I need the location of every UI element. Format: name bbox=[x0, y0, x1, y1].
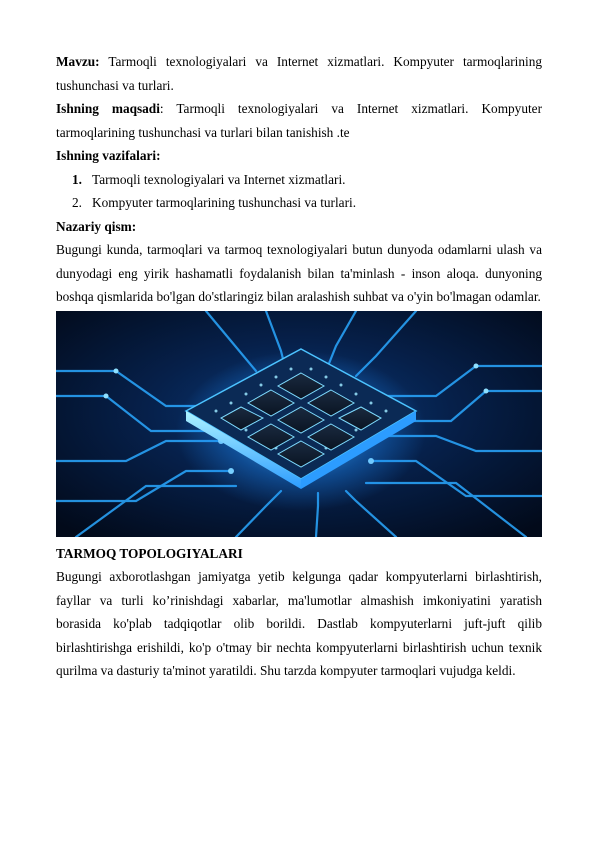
topic-label: Mavzu: bbox=[56, 54, 100, 69]
goal-text: : Tarmoqli texnologiyalari va Internet xizmatlari. Kompyuter tarmoqlarining tushunchasi va turlari bilan tanishish .te bbox=[56, 101, 543, 140]
list-number: 1. bbox=[72, 171, 82, 187]
topic-paragraph bbox=[56, 50, 542, 97]
theory-heading: Nazariy qism: bbox=[56, 218, 137, 234]
topology-paragraph: Bugungi axborotlashgan jamiyatga yetib kelgunga qadar kompyuterlarni birlashtirish, fayllar va turli ko’rinishdagi xabarlar, ma'lumotlar almashish imkoniyatini yaratish borasida ko'plab tadqiqotlar olib borildi. Dastlab kompyuterlarni juft-juft qilib birlashtirishga erishildi, ko'p o'tmay bir nechta kompyuterlarni birlashtirish uchun texnik qurilma va dasturiy ta'minot yaratildi. Shu tarzda kompyuter tarmoqlari vujudga keldi. bbox=[56, 569, 542, 678]
list-text: Tarmoqli texnologiyalari va Internet xizmatlari. bbox=[92, 171, 346, 187]
tasks-list bbox=[56, 168, 542, 215]
list-item bbox=[56, 191, 542, 215]
list-item bbox=[56, 168, 542, 192]
list-number: 2. bbox=[72, 195, 82, 210]
circuit-board-image bbox=[56, 311, 542, 537]
tasks-heading: Ishning vazifalari: bbox=[56, 148, 161, 163]
topology-heading: TARMOQ TOPOLOGIYALARI bbox=[56, 545, 243, 561]
document-page bbox=[56, 50, 542, 683]
goal-label: Ishning maqsadi bbox=[56, 101, 160, 116]
topic-text: Tarmoqli texnologiyalari va Internet xizmatlari. Kompyuter tarmoqlarining tushunchasi va turlari. bbox=[56, 54, 542, 93]
theory-paragraph: Bugungi kunda, tarmoqlari va tarmoq texnologiyalari butun dunyoda odamlarni ulash va dunyodagi eng yirik hashamatli foydalanish bilan ta'minlash - inson aloqa. dunyoning boshqa qismlarida bo'lgan do'stlaringiz bilan aralashish suhbat va o'yin bo'lmagan odamlar. bbox=[56, 242, 542, 304]
goal-paragraph bbox=[56, 97, 542, 144]
list-text: Kompyuter tarmoqlarining tushunchasi va turlari. bbox=[92, 195, 357, 210]
